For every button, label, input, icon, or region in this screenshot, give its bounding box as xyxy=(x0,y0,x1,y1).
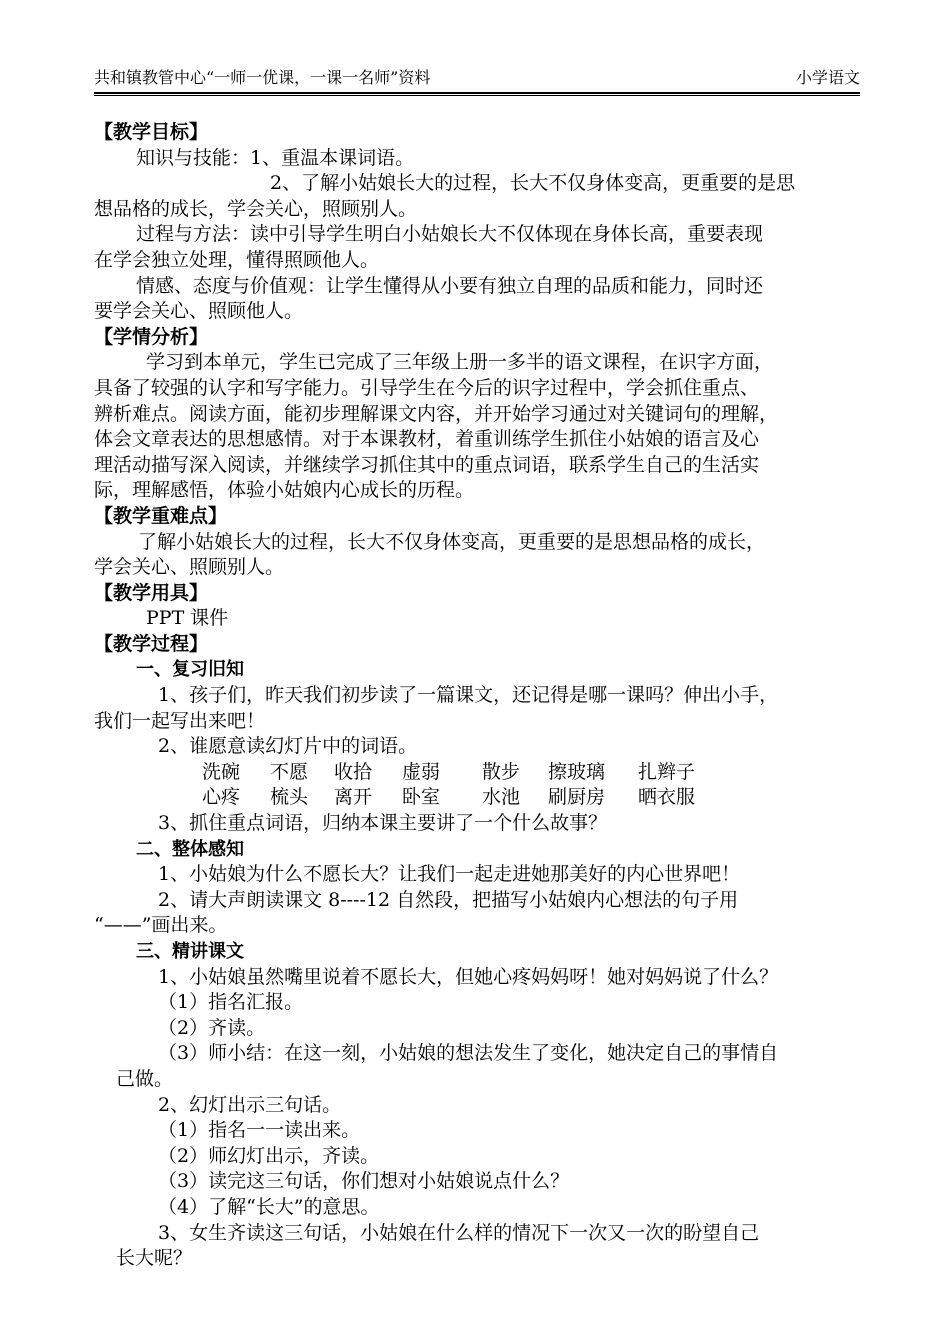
subsection-title-detailed: 三、精讲课文 xyxy=(136,941,244,962)
paragraph-line: （3）师小结：在这一刻，小姑娘的想法发生了变化，她决定自己的事情自 xyxy=(158,1042,779,1065)
paragraph-line: “——”画出来。 xyxy=(94,914,228,937)
paragraph-line: 学习到本单元，学生已完成了三年级上册一多半的语文课程，在识字方面， xyxy=(146,351,774,374)
vocab-word: 刷厨房 xyxy=(548,786,606,809)
vocab-word: 擦玻璃 xyxy=(548,760,606,783)
paragraph-line: 过程与方法：读中引导学生明白小姑娘长大不仅体现在身体长高，重要表现 xyxy=(136,223,764,246)
paragraph-line: 2、谁愿意读幻灯片中的词语。 xyxy=(158,735,418,758)
paragraph-line: 想品格的成长，学会关心，照顾别人。 xyxy=(94,197,418,220)
section-title-key-points: 【教学重难点】 xyxy=(94,504,228,527)
vocab-word: 离开 xyxy=(334,786,373,809)
header-subject: 小学语文 xyxy=(795,68,860,87)
vocab-word: 虚弱 xyxy=(402,760,441,783)
paragraph-line: （2）齐读。 xyxy=(158,1016,266,1039)
paragraph-line: （1）指名一一读出来。 xyxy=(158,1119,361,1142)
paragraph-line: 己做。 xyxy=(116,1067,174,1090)
subsection-title-overview: 二、整体感知 xyxy=(136,838,244,860)
paragraph-line: 体会文章表达的思想感情。对于本课教材，着重训练学生抓住小姑娘的语言及心 xyxy=(94,428,760,451)
paragraph-line: 际，理解感悟，体验小姑娘内心成长的历程。 xyxy=(94,479,475,502)
paragraph-line: 2、请大声朗读课文 8----12 自然段，把描写小姑娘内心想法的句子用 xyxy=(158,888,739,911)
paragraph-line: 3、女生齐读这三句话，小姑娘在什么样的情况下一次又一次的盼望自己 xyxy=(158,1221,760,1244)
paragraph-line: （2）师幻灯出示，齐读。 xyxy=(158,1144,380,1167)
vocab-word: 梳头 xyxy=(270,786,309,809)
paragraph-line: 2、了解小姑娘长大的过程，长大不仅身体变高，更重要的是思 xyxy=(270,172,796,195)
vocab-word: 不愿 xyxy=(270,760,309,783)
vocab-word: 心疼 xyxy=(202,786,241,809)
paragraph-line: 理活动描写深入阅读，并继续学习抓住其中的重点词语，联系学生自己的生活实 xyxy=(94,453,760,476)
vocab-row-2 xyxy=(94,785,860,811)
vocab-word: 扎辫子 xyxy=(638,760,696,783)
vocab-word: 洗碗 xyxy=(202,760,241,783)
vocab-word: 散步 xyxy=(482,760,521,783)
paragraph-line: 了解小姑娘长大的过程，长大不仅身体变高，更重要的是思想品格的成长， xyxy=(138,530,766,553)
paragraph-line: 1、小姑娘为什么不愿长大？让我们一起走进她那美好的内心世界吧！ xyxy=(158,863,741,886)
tools-text: PPT 课件 xyxy=(146,607,229,630)
document-body xyxy=(94,120,860,1272)
header-rule xyxy=(94,95,860,96)
section-title-goals: 【教学目标】 xyxy=(94,121,209,143)
paragraph-line: 要学会关心、照顾他人。 xyxy=(94,300,304,323)
paragraph-line: 学会关心、照顾别人。 xyxy=(94,556,285,579)
paragraph-line: 1、小姑娘虽然嘴里说着不愿长大，但她心疼妈妈呀！她对妈妈说了什么？ xyxy=(158,965,779,988)
paragraph-line: 知识与技能：1、重温本课词语。 xyxy=(136,146,415,169)
paragraph-line: 3、抓住重点词语，归纳本课主要讲了一个什么故事？ xyxy=(158,812,608,835)
paragraph-line: 1、孩子们，昨天我们初步读了一篇课文，还记得是哪一课吗？伸出小手， xyxy=(158,684,779,707)
subsection-title-review: 一、复习旧知 xyxy=(136,659,244,681)
vocab-row-1 xyxy=(94,760,860,786)
paragraph-line: （4）了解“长大”的意思。 xyxy=(158,1195,380,1218)
paragraph-line: （1）指名汇报。 xyxy=(158,991,304,1014)
vocab-word: 卧室 xyxy=(402,786,441,809)
paragraph-line: 我们一起写出来吧！ xyxy=(94,709,266,732)
section-title-tools: 【教学用具】 xyxy=(94,581,209,604)
vocab-word: 晒衣服 xyxy=(638,786,696,809)
vocab-word: 水池 xyxy=(482,786,521,809)
paragraph-line: （3）读完这三句话，你们想对小姑娘说点什么？ xyxy=(158,1170,570,1193)
paragraph-line: 长大呢？ xyxy=(116,1247,193,1270)
page-header xyxy=(94,66,860,94)
section-title-analysis: 【学情分析】 xyxy=(94,325,209,348)
paragraph-line: 具备了较强的认字和写字能力。引导学生在今后的识字过程中，学会抓住重点、 xyxy=(94,376,760,399)
section-title-process: 【教学过程】 xyxy=(94,632,209,655)
paragraph-line: 辨析难点。阅读方面，能初步理解课文内容，并开始学习通过对关键词句的理解， xyxy=(94,402,779,425)
paragraph-line: 情感、态度与价值观：让学生懂得从小要有独立自理的品质和能力，同时还 xyxy=(136,274,764,297)
paragraph-line: 在学会独立处理，懂得照顾他人。 xyxy=(94,248,380,271)
header-title: 共和镇教管中心“一师一优课，一课一名师”资料 xyxy=(94,68,431,87)
paragraph-line: 2、幻灯出示三句话。 xyxy=(158,1093,342,1116)
vocab-word: 收拾 xyxy=(334,760,373,783)
